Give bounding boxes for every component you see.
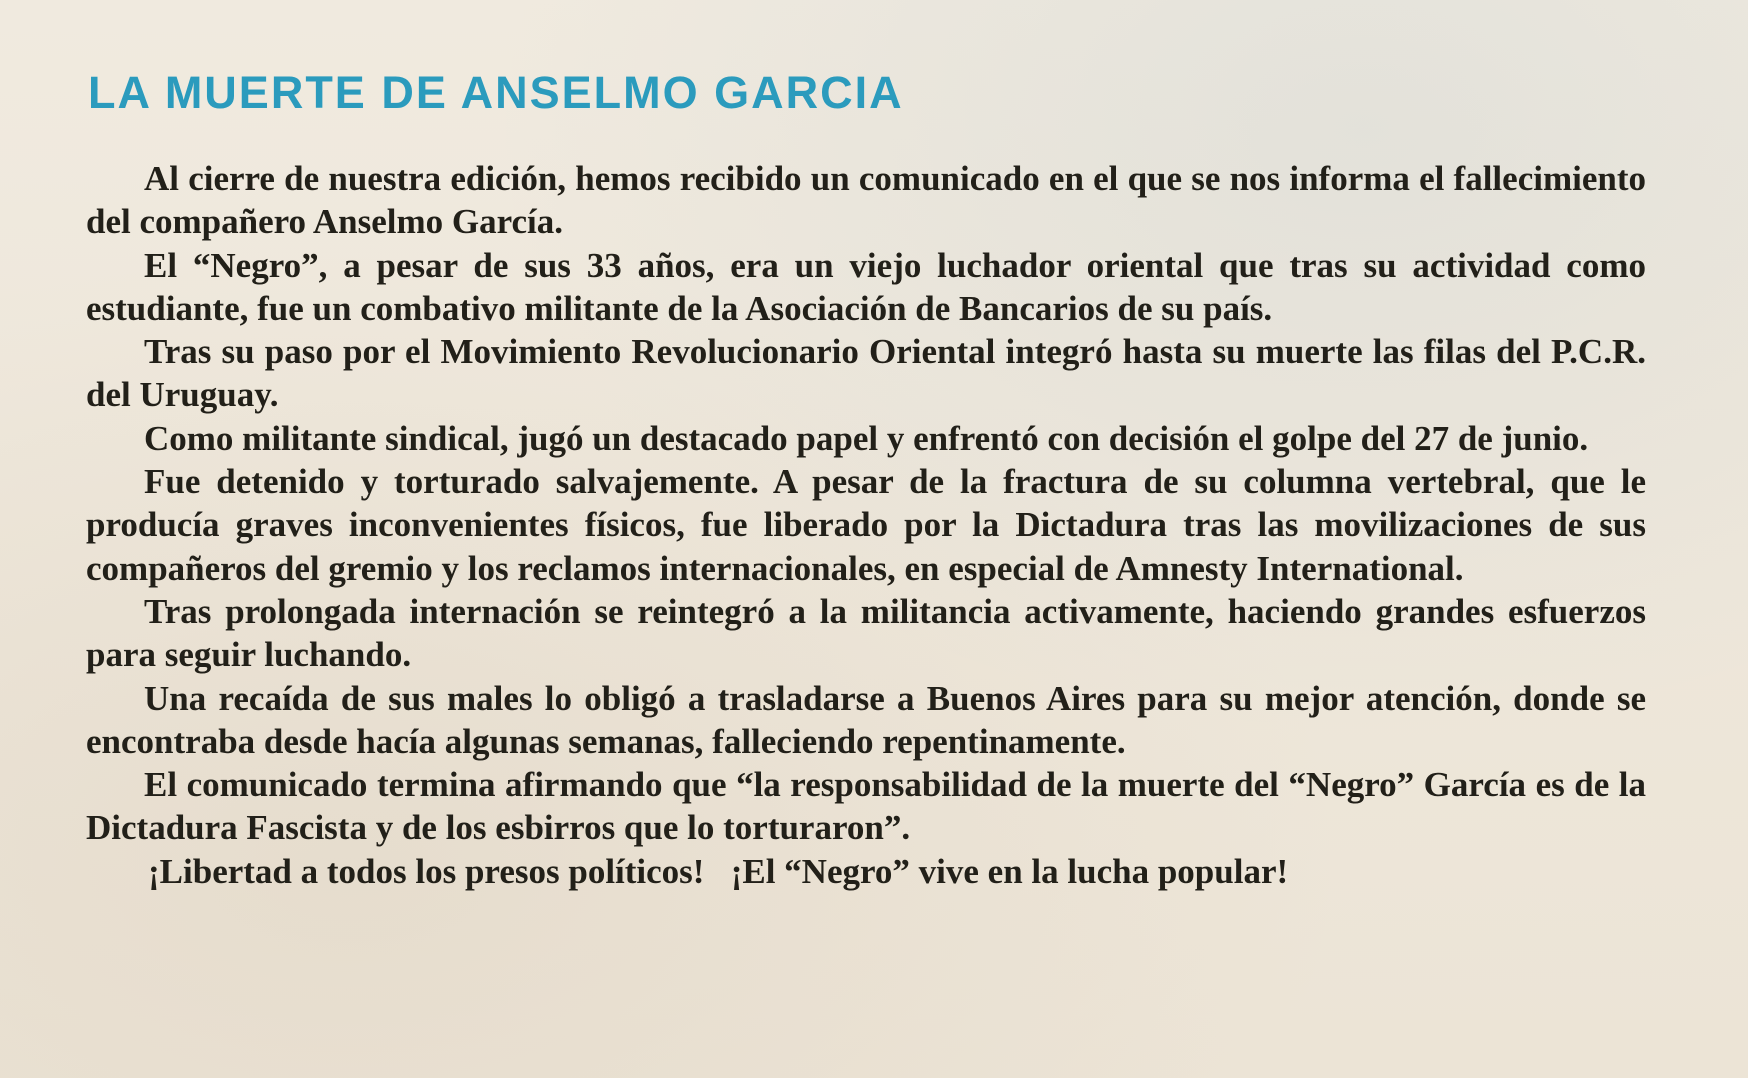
article-body (86, 157, 1646, 893)
paragraph-relapse: Una recaída de sus males lo obligó a trasladarse a Buenos Aires para su mejor atención, donde se encontraba desde hacía algunas semanas, falleciendo repentinamente. (86, 678, 1646, 761)
paragraph-biography: El “Negro”, a pesar de sus 33 años, era un viejo luchador oriental que tras su actividad como estudiante, fue un combativo militante de la Asociación de Bancarios de su país. (86, 245, 1646, 328)
paragraph-communique: El comunicado termina afirmando que “la responsabilidad de la muerte del “Negro” García es de la Dictadura Fascista y de los esbirros que lo torturaron”. (86, 765, 1646, 848)
article (86, 67, 1646, 893)
paragraph-detention: Fue detenido y torturado salvajemente. A pesar de la fractura de su columna vertebral, que le producía graves inconvenientes físicos, fue liberado por la Dictadura tras las movilizaciones de sus compañeros del gremio y los reclamos internacionales, en especial de Amnesty International. (86, 462, 1646, 588)
paragraph-union-role: Como militante sindical, jugó un destacado papel y enfrentó con decisión el golpe del 27 de junio. (144, 418, 1589, 458)
paragraph-news-received: Al cierre de nuestra edición, hemos recibido un comunicado en el que se nos informa el fallecimiento del compañero Anselmo García. (86, 159, 1646, 242)
paragraph-reintegration: Tras prolongada internación se reintegró a la militancia activamente, haciendo grandes esfuerzos para seguir luchando. (86, 591, 1646, 675)
paragraph-movement: Tras su paso por el Movimiento Revolucionario Oriental integró hasta su muerte las filas del P.C.R. del Uruguay. (86, 332, 1646, 415)
closing-slogan: ¡Libertad a todos los presos políticos! ¡El “Negro” vive en la lucha popular! (148, 851, 1289, 891)
article-title: LA MUERTE DE ANSELMO GARCIA (88, 67, 904, 118)
